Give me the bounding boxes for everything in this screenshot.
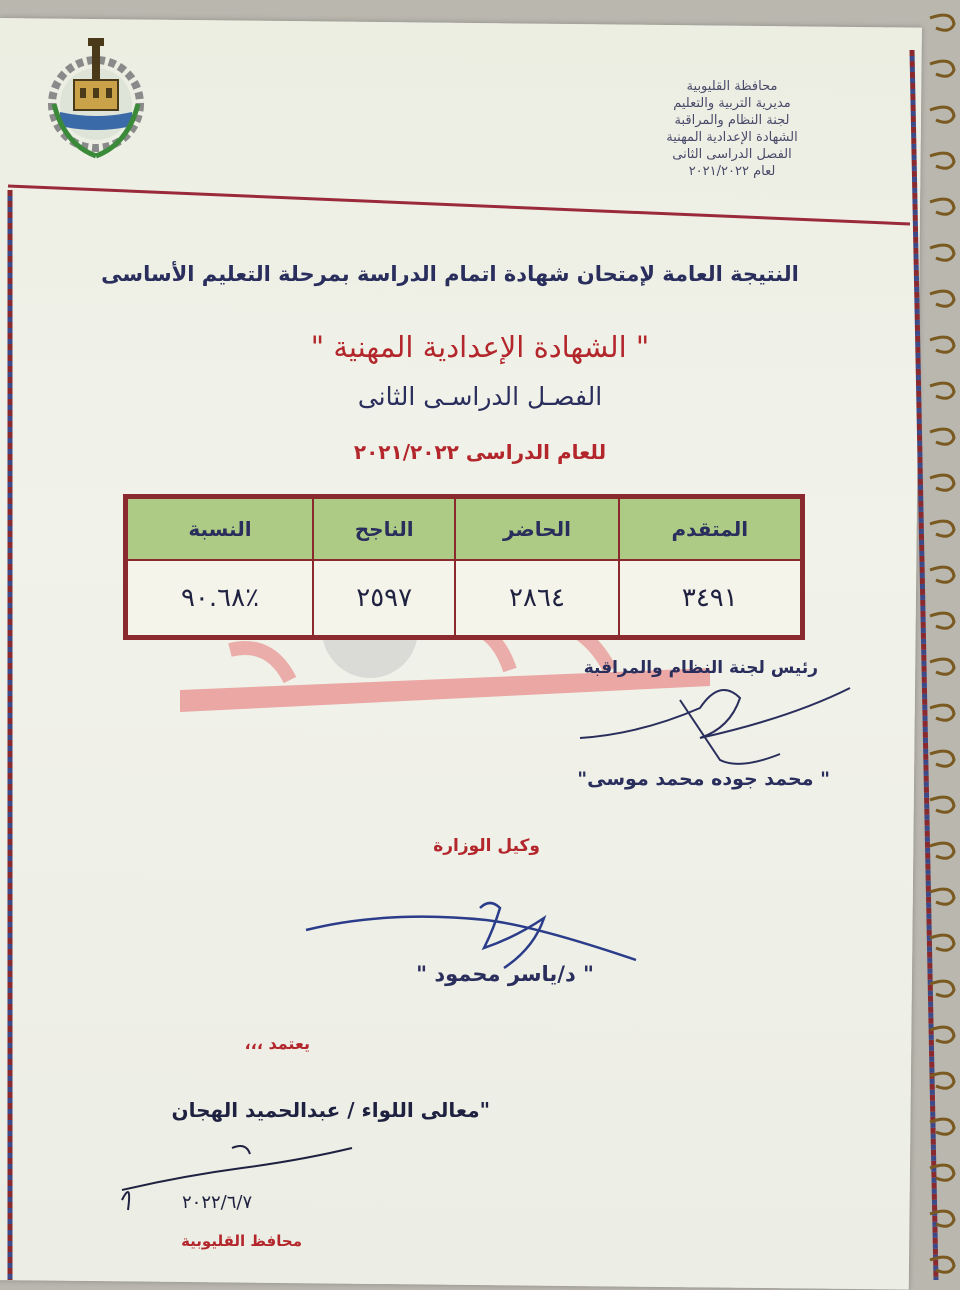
column-header: المتقدم	[619, 498, 801, 560]
header-line: مديرية التربية والتعليم	[673, 96, 791, 111]
governor-name: "معالى اللواء / عبدالحميد الهجان	[171, 1098, 490, 1122]
header-line: لجنة النظام والمراقبة	[674, 113, 790, 128]
spiral-binding	[920, 0, 960, 1280]
column-header: الناجح	[313, 498, 455, 560]
header-line: الفصل الدراسى الثانى	[672, 147, 792, 162]
pass-rate: ٪٩٠.٦٨	[127, 560, 313, 636]
applicants-count: ٣٤٩١	[619, 560, 801, 636]
governor-title: محافظ القليوبية	[181, 1232, 302, 1250]
document-title: النتيجة العامة لإمتحان شهادة اتمام الدراسة بمرحلة التعليم الأساسى	[101, 262, 799, 286]
committee-chair-name: " محمد جوده محمد موسى"	[577, 768, 830, 790]
table-row	[127, 560, 801, 636]
results-table	[123, 494, 805, 640]
governorate-logo	[44, 34, 148, 164]
committee-chair-title: رئيس لجنة النظام والمراقبة	[583, 658, 818, 678]
header-line: محافظة القليوبية	[686, 79, 778, 94]
signature-date: ٢٠٢٢/٦/٧	[182, 1192, 253, 1213]
issuer-header	[622, 78, 842, 180]
undersecretary-name: " د/ياسر محمود "	[416, 962, 594, 986]
certificate-title: " الشهادة الإعدادية المهنية "	[310, 330, 650, 364]
approval-label: يعتمد ،،،	[244, 1034, 310, 1053]
header-line: لعام ٢٠٢١/٢٠٢٢	[688, 164, 776, 179]
passed-count: ٢٥٩٧	[313, 560, 455, 636]
undersecretary-title: وكيل الوزارة	[433, 836, 540, 856]
column-header: النسبة	[127, 498, 313, 560]
header-line: الشهادة الإعدادية المهنية	[666, 130, 798, 145]
attendees-count: ٢٨٦٤	[455, 560, 618, 636]
academic-year: للعام الدراسى ٢٠٢١/٢٠٢٢	[353, 440, 607, 464]
column-header: الحاضر	[455, 498, 618, 560]
term-title: الفصـل الدراسـى الثانى	[357, 382, 603, 411]
